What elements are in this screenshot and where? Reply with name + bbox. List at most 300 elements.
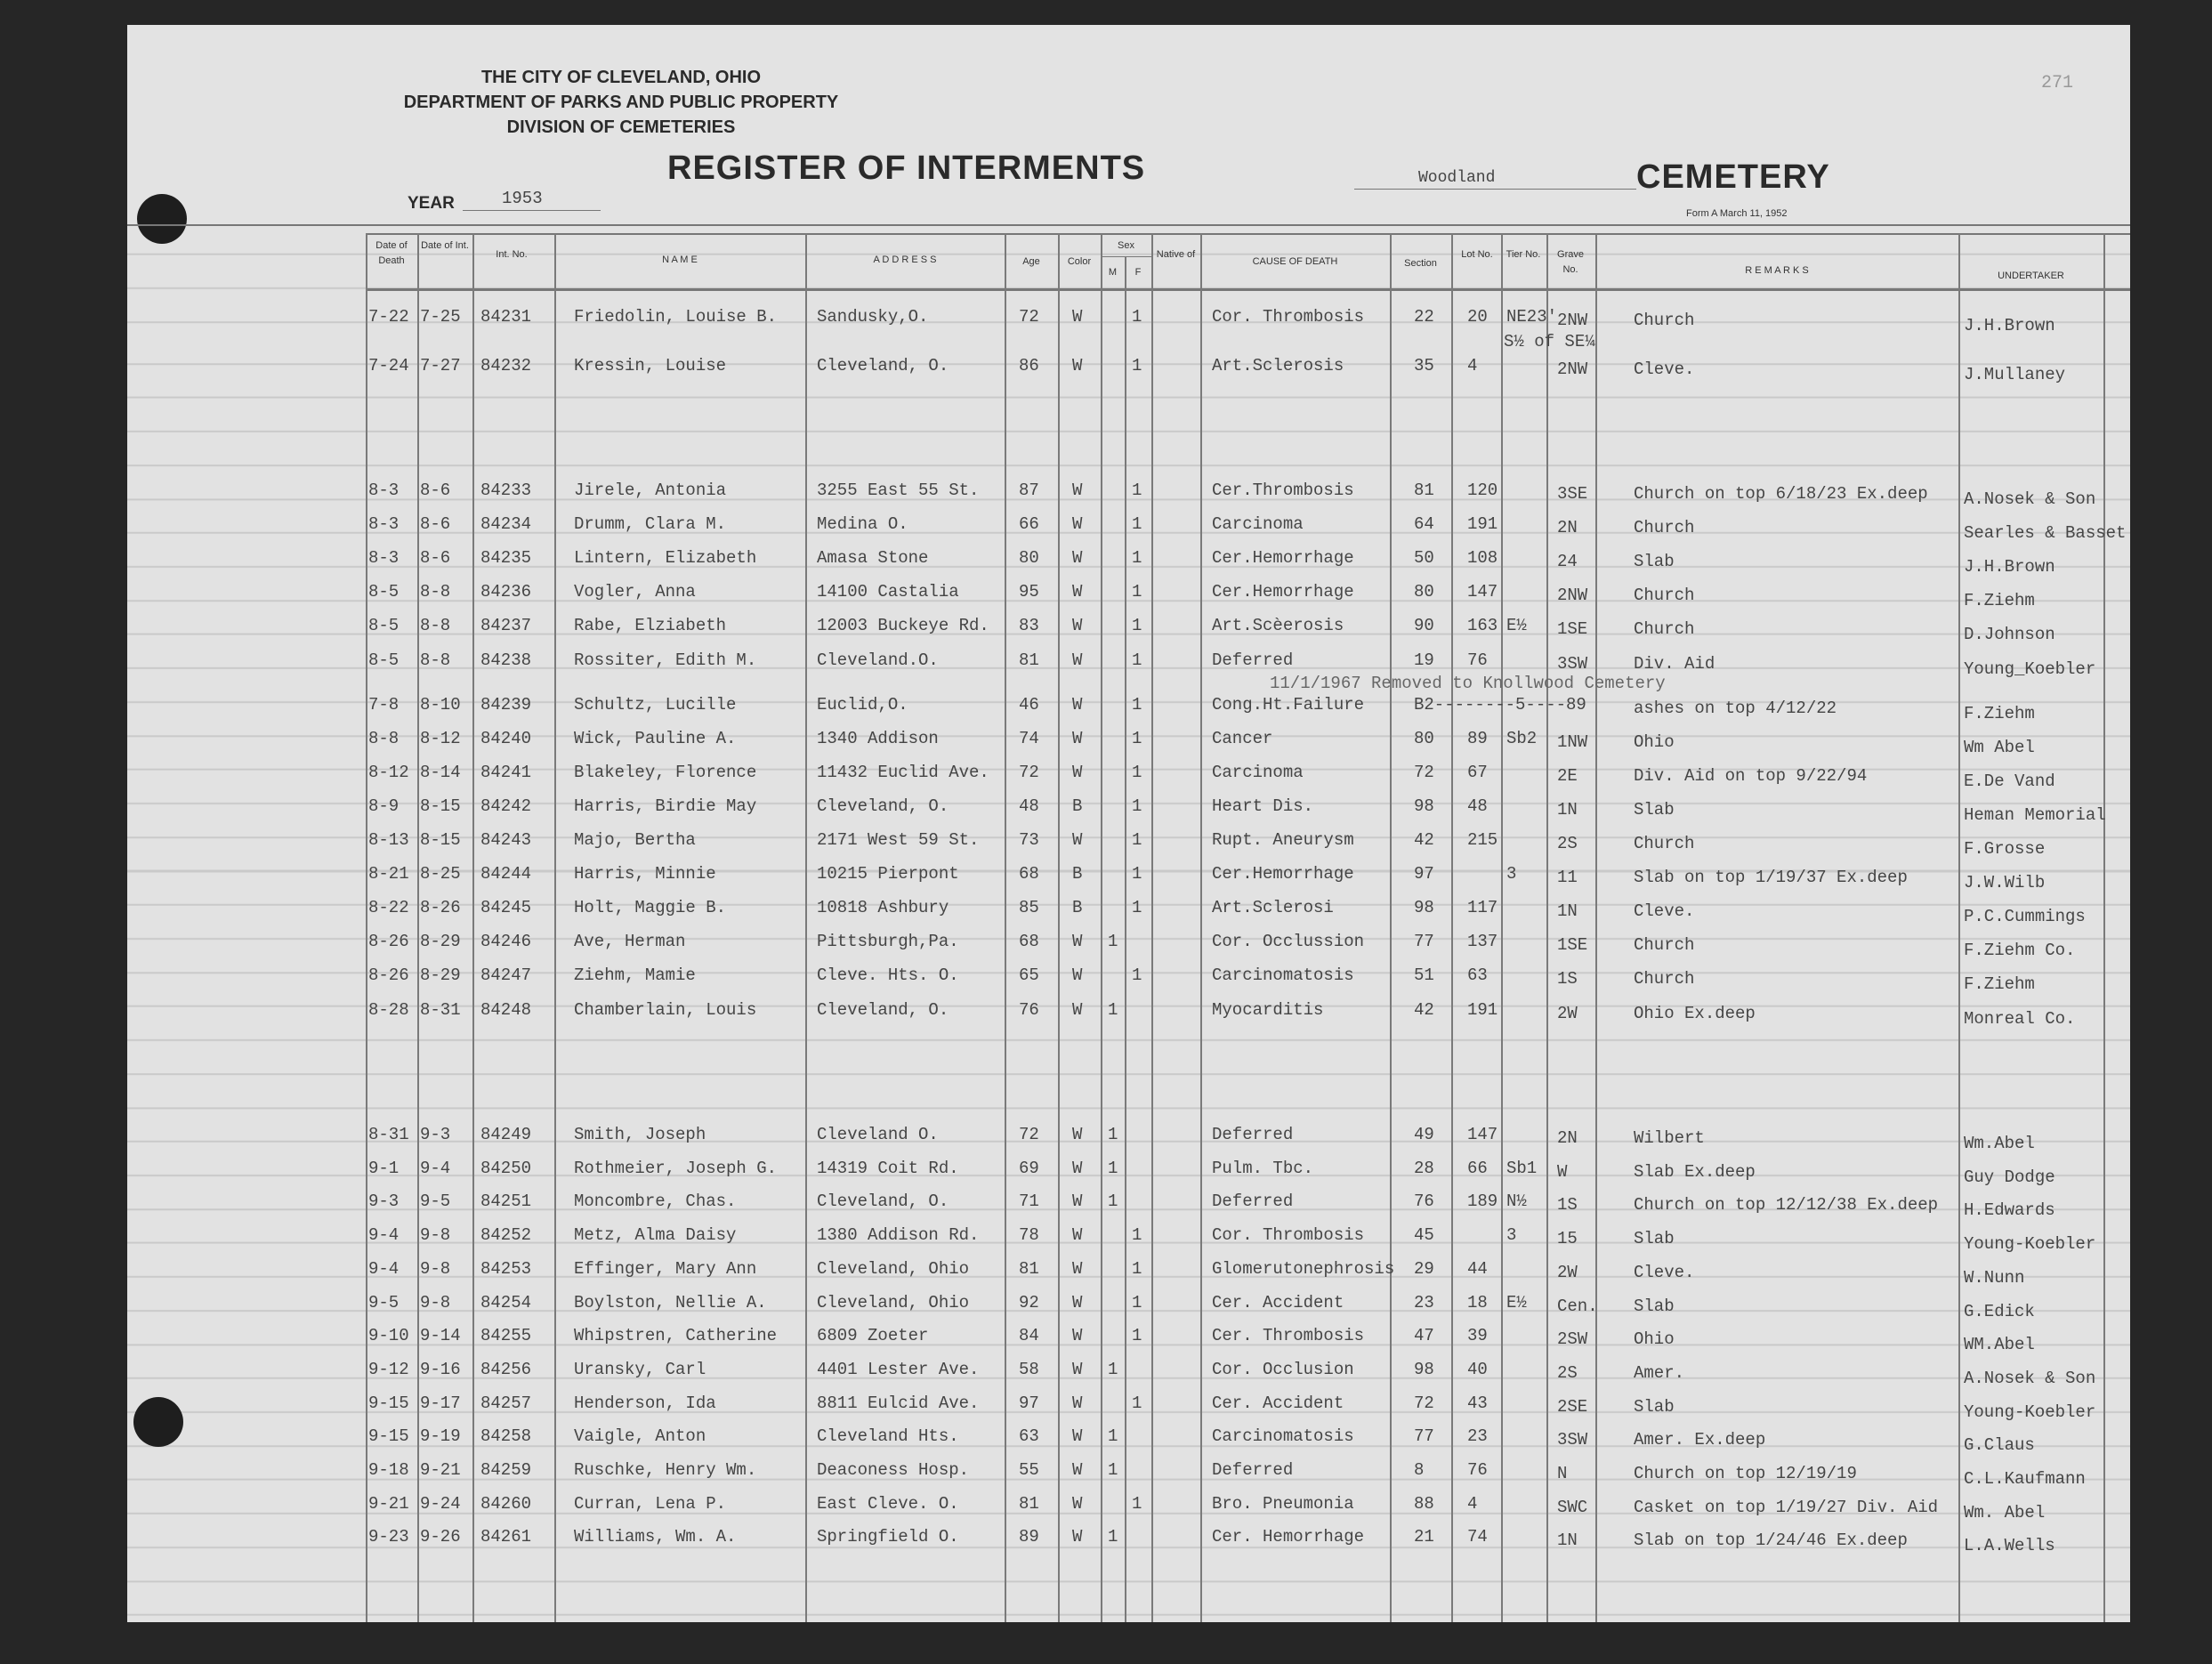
cell-grave: 15 (1557, 1229, 1578, 1249)
cell-lot: 76 (1467, 1460, 1488, 1480)
cell-remarks: Church (1634, 586, 1695, 606)
cell-tier: N½ (1506, 1191, 1527, 1212)
cell-grave: 1S (1557, 1195, 1578, 1216)
cell-lot: 189 (1467, 1191, 1498, 1212)
cell-color: W (1072, 1393, 1083, 1413)
cell-color: W (1072, 728, 1083, 748)
cell-name: Rossiter, Edith M. (574, 650, 757, 670)
cell-section: 97 (1414, 864, 1434, 885)
cell-cause: Art.Sclerosi (1212, 898, 1334, 918)
cell-cause: Cor. Thrombosis (1212, 1225, 1365, 1246)
cell-age: 84 (1019, 1326, 1039, 1346)
cell-sex-f: 1 (1132, 694, 1142, 715)
cell-remarks: Church (1634, 834, 1695, 853)
cell-name: Wick, Pauline A. (574, 728, 737, 748)
cell-age: 81 (1019, 1493, 1039, 1514)
cell-sex-f: 1 (1132, 1292, 1142, 1313)
cell-age: 73 (1019, 830, 1039, 850)
cell-int-no: 84244 (480, 864, 532, 885)
cell-date-of-int: 9-4 (420, 1158, 451, 1178)
cell-sex-m: 1 (1108, 1191, 1118, 1212)
cell-int-no: 84245 (480, 898, 532, 918)
cell-cause: Cong.Ht.Failure (1212, 694, 1365, 715)
cell-remarks: Church on top 6/18/23 Ex.deep (1634, 484, 1928, 504)
cell-name: Vogler, Anna (574, 582, 696, 602)
cell-undertaker: Young_Koebler (1964, 658, 2096, 679)
cell-address: 10818 Ashbury (817, 898, 949, 918)
cell-address: Cleveland, O. (817, 796, 949, 816)
cell-sex-f: 1 (1132, 548, 1142, 569)
cell-section: 42 (1414, 999, 1434, 1020)
cell-sex-m: 1 (1108, 999, 1118, 1020)
cell-undertaker: G.Edick (1964, 1301, 2035, 1321)
cell-lot: 215 (1467, 830, 1498, 850)
cell-date-of-death: 8-5 (368, 650, 400, 670)
cell-date-of-int: 9-24 (420, 1493, 461, 1514)
cell-grave: 2NW (1557, 586, 1588, 606)
cell-date-of-int: 8-25 (420, 864, 461, 885)
cell-date-of-int: 7-25 (420, 307, 461, 327)
cell-address: Cleveland, Ohio (817, 1292, 970, 1313)
cell-color: W (1072, 1225, 1083, 1246)
cell-date-of-int: 9-8 (420, 1225, 451, 1246)
cell-remarks: Casket on top 1/19/27 Div. Aid (1634, 1497, 1939, 1517)
cell-date-of-death: 7-22 (368, 307, 409, 327)
cell-color: W (1072, 1258, 1083, 1279)
cell-color: W (1072, 932, 1083, 952)
cell-remarks: Ohio Ex.deep (1634, 1003, 1756, 1023)
cell-date-of-int: 7-27 (420, 356, 461, 376)
cell-lot: 137 (1467, 932, 1498, 952)
cell-grave: 11 (1557, 868, 1578, 888)
cell-int-no: 84256 (480, 1359, 532, 1379)
cell-sex-f: 1 (1132, 1393, 1142, 1413)
cell-color: W (1072, 1493, 1083, 1514)
cell-undertaker: A.Nosek & Son (1964, 489, 2096, 509)
cell-remarks: Church (1634, 619, 1695, 640)
cell-lot: 44 (1467, 1258, 1488, 1279)
cell-cause: Deferred (1212, 650, 1294, 670)
col-grave: Grave No. (1557, 249, 1584, 275)
cell-age: 97 (1019, 1393, 1039, 1413)
cell-date-of-death: 8-31 (368, 1125, 409, 1144)
cell-date-of-death: 9-4 (368, 1258, 400, 1279)
column-rule (1546, 233, 1548, 1622)
cell-grave: 1SE (1557, 619, 1588, 640)
column-rule (1125, 257, 1126, 1622)
col-native: Native of (1156, 249, 1196, 260)
cell-date-of-int: 8-6 (420, 514, 451, 535)
cell-address: Cleveland, O. (817, 356, 949, 376)
cell-cause: Cer.Thrombosis (1212, 481, 1354, 500)
cell-grave: 1S (1557, 969, 1578, 990)
cell-section: 23 (1414, 1292, 1434, 1313)
cell-lot: 89 (1467, 728, 1488, 748)
col-cause: CAUSE OF DEATH (1252, 256, 1338, 267)
cell-address: 10215 Pierpont (817, 864, 959, 885)
cell-grave: 3SW (1557, 1430, 1588, 1450)
cell-undertaker: Searles & Basset (1964, 523, 2127, 544)
cell-section: 72 (1414, 1393, 1434, 1413)
cell-undertaker: F.Ziehm (1964, 974, 2035, 995)
cell-cause: Carcinoma (1212, 514, 1304, 535)
cell-date-of-death: 8-21 (368, 864, 409, 885)
cell-section: 42 (1414, 830, 1434, 850)
cell-date-of-int: 9-21 (420, 1460, 461, 1480)
cell-lot: 18 (1467, 1292, 1488, 1313)
cell-date-of-int: 8-14 (420, 762, 461, 782)
col-date-int: Date of Int. (421, 240, 469, 251)
cell-remarks: Ohio (1634, 1329, 1675, 1350)
cell-sex-m: 1 (1108, 932, 1118, 952)
register-title: REGISTER OF INTERMENTS (667, 149, 1146, 187)
cell-section: 81 (1414, 481, 1434, 500)
header-divider (127, 224, 2130, 226)
cell-sex-f: 1 (1132, 307, 1142, 327)
cell-lot: 191 (1467, 514, 1498, 535)
cell-date-of-int: 8-15 (420, 796, 461, 816)
cell-color: W (1072, 616, 1083, 636)
cell-int-no: 84237 (480, 616, 532, 636)
cell-address: East Cleve. O. (817, 1493, 959, 1514)
cell-lot: 40 (1467, 1359, 1488, 1379)
cell-remarks: Div. Aid on top 9/22/94 (1634, 765, 1868, 786)
cell-address: 4401 Lester Ave. (817, 1359, 980, 1379)
cell-lot: 120 (1467, 481, 1498, 500)
cell-date-of-death: 8-8 (368, 728, 400, 748)
cell-undertaker: G.Claus (1964, 1435, 2035, 1456)
cell-date-of-death: 9-10 (368, 1326, 409, 1346)
column-rule (1200, 233, 1202, 1622)
cell-age: 65 (1019, 965, 1039, 986)
cell-undertaker: Young-Koebler (1964, 1401, 2096, 1422)
cell-color: B (1072, 864, 1083, 885)
cell-sex-f: 1 (1132, 1258, 1142, 1279)
cell-grave: 3SW (1557, 653, 1588, 674)
cell-date-of-int: 8-29 (420, 932, 461, 952)
cell-name: Curran, Lena P. (574, 1493, 727, 1514)
cell-undertaker: P.C.Cummings (1964, 907, 2086, 927)
cell-int-no: 84250 (480, 1158, 532, 1178)
page-number: 271 (2041, 73, 2074, 93)
cell-section: 88 (1414, 1493, 1434, 1514)
col-date-death: Date of Death (375, 240, 408, 266)
cell-section: 28 (1414, 1158, 1434, 1178)
cell-cause: Cer. Accident (1212, 1292, 1344, 1313)
cell-lot: 117 (1467, 898, 1498, 918)
cell-int-no: 84231 (480, 307, 532, 327)
cell-section: 21 (1414, 1527, 1434, 1547)
cell-name: Kressin, Louise (574, 356, 727, 376)
column-rule (554, 233, 556, 1622)
form-info: Form A March 11, 1952 (1686, 208, 1788, 219)
cell-date-of-death: 9-18 (368, 1460, 409, 1480)
cell-int-no: 84235 (480, 548, 532, 569)
cell-date-of-death: 9-21 (368, 1493, 409, 1514)
cell-section: 45 (1414, 1225, 1434, 1246)
cell-int-no: 84253 (480, 1258, 532, 1279)
cell-undertaker: F.Grosse (1964, 839, 2046, 859)
cell-int-no: 84236 (480, 582, 532, 602)
cell-sex-m: 1 (1108, 1125, 1118, 1144)
cell-color: W (1072, 1460, 1083, 1480)
cell-age: 72 (1019, 762, 1039, 782)
cell-section: 51 (1414, 965, 1434, 986)
cell-remarks: Div. Aid (1634, 653, 1716, 674)
cell-lot: 63 (1467, 965, 1488, 986)
cell-section: 29 (1414, 1258, 1434, 1279)
cell-lot: 108 (1467, 548, 1498, 569)
cell-int-no: 84251 (480, 1191, 532, 1212)
cell-section: 77 (1414, 932, 1434, 952)
cell-lot: 163 (1467, 616, 1498, 636)
cell-grave: 24 (1557, 552, 1578, 572)
cell-age: 58 (1019, 1359, 1039, 1379)
cell-name: Jirele, Antonia (574, 481, 727, 500)
cell-lot: 20 (1467, 307, 1488, 327)
cell-undertaker: C.L.Kaufmann (1964, 1469, 2086, 1489)
cell-name: Metz, Alma Daisy (574, 1225, 737, 1246)
col-undertaker: UNDERTAKER (1998, 271, 2064, 281)
cell-int-no: 84255 (480, 1326, 532, 1346)
cell-address: Cleveland.O. (817, 650, 939, 670)
cell-sex-f: 1 (1132, 728, 1142, 748)
cell-age: 85 (1019, 898, 1039, 918)
column-rule (1451, 233, 1453, 1622)
cell-date-of-int: 8-29 (420, 965, 461, 986)
cell-lot: 67 (1467, 762, 1488, 782)
cell-date-of-death: 9-12 (368, 1359, 409, 1379)
cell-int-no: 84243 (480, 830, 532, 850)
cell-remarks: Amer. (1634, 1362, 1685, 1383)
cell-date-of-death: 7-24 (368, 356, 409, 376)
cell-date-of-int: 8-6 (420, 481, 451, 500)
cell-age: 89 (1019, 1527, 1039, 1547)
cell-remarks: Slab Ex.deep (1634, 1161, 1756, 1182)
cell-int-no: 84258 (480, 1426, 532, 1447)
cell-address: 14100 Castalia (817, 582, 959, 602)
cell-lot: 66 (1467, 1158, 1488, 1178)
cell-undertaker: A.Nosek & Son (1964, 1368, 2096, 1388)
cell-date-of-death: 8-26 (368, 932, 409, 952)
cell-address: Cleveland, O. (817, 1191, 949, 1212)
cell-tier: NE23' (1506, 307, 1558, 327)
cell-address: Medina O. (817, 514, 908, 535)
cell-cause: Cer.Hemorrhage (1212, 548, 1354, 569)
cell-date-of-death: 9-3 (368, 1191, 400, 1212)
cell-color: B (1072, 898, 1083, 918)
cell-date-of-death: 9-5 (368, 1292, 400, 1313)
cell-name: Effinger, Mary Ann (574, 1258, 757, 1279)
cell-address: 2171 West 59 St. (817, 830, 980, 850)
cell-remarks: Slab (1634, 1229, 1675, 1249)
cell-name: Ave, Herman (574, 932, 686, 952)
cell-date-of-death: 9-1 (368, 1158, 400, 1178)
cell-sex-f: 1 (1132, 864, 1142, 885)
cell-address: 6809 Zoeter (817, 1326, 929, 1346)
cell-cause: Cer.Hemorrhage (1212, 582, 1354, 602)
cell-address: Cleveland O. (817, 1125, 939, 1144)
cell-int-no: 84239 (480, 694, 532, 715)
column-rule (2103, 233, 2105, 1622)
cell-date-of-death: 9-4 (368, 1225, 400, 1246)
cell-date-of-int: 8-10 (420, 694, 461, 715)
cell-grave: 2SE (1557, 1396, 1588, 1417)
cell-name: Moncombre, Chas. (574, 1191, 737, 1212)
cell-undertaker: Monreal Co. (1964, 1008, 2076, 1029)
cell-name: Lintern, Elizabeth (574, 548, 757, 569)
col-remarks: R E M A R K S (1745, 265, 1809, 276)
cell-undertaker: J.W.Wilb (1964, 873, 2046, 893)
cell-undertaker: F.Ziehm (1964, 591, 2035, 611)
cell-remarks: Wilbert (1634, 1128, 1705, 1148)
cell-grave: 2SW (1557, 1329, 1588, 1350)
cell-sex-f: 1 (1132, 481, 1142, 500)
cell-lot: 23 (1467, 1426, 1488, 1447)
cell-address: Sandusky,O. (817, 307, 929, 327)
cell-cause: Carcinomatosis (1212, 965, 1354, 986)
cell-undertaker: W.Nunn (1964, 1267, 2025, 1288)
cell-grave: 2N (1557, 1128, 1578, 1148)
cell-sex-f: 1 (1132, 650, 1142, 670)
cell-age: 72 (1019, 307, 1039, 327)
cell-name: Ruschke, Henry Wm. (574, 1460, 757, 1480)
department-title: DEPARTMENT OF PARKS AND PUBLIC PROPERTY (403, 93, 839, 112)
cell-date-of-int: 9-14 (420, 1326, 461, 1346)
cell-undertaker: Wm.Abel (1964, 1134, 2035, 1153)
cell-address: 1380 Addison Rd. (817, 1225, 980, 1246)
punch-hole (133, 1397, 183, 1447)
tier-note: S½ of SE¼ (1504, 332, 1595, 351)
cell-color: W (1072, 965, 1083, 986)
cell-age: 66 (1019, 514, 1039, 535)
cell-address: 14319 Coit Rd. (817, 1158, 959, 1178)
cell-remarks: Church (1634, 969, 1695, 990)
cell-name: Ziehm, Mamie (574, 965, 696, 986)
cell-age: 69 (1019, 1158, 1039, 1178)
cell-name: Chamberlain, Louis (574, 999, 757, 1020)
cell-undertaker: F.Ziehm Co. (1964, 941, 2076, 961)
cell-grave: N (1557, 1464, 1568, 1483)
cell-date-of-int: 9-19 (420, 1426, 461, 1447)
cell-lot: 147 (1467, 1125, 1498, 1144)
cell-color: W (1072, 1158, 1083, 1178)
cell-address: 1340 Addison (817, 728, 939, 748)
cell-grave: SWC (1557, 1497, 1588, 1517)
col-sex-f: F (1134, 267, 1142, 278)
cell-remarks: Slab on top 1/19/37 Ex.deep (1634, 868, 1908, 888)
cell-date-of-int: 9-3 (420, 1125, 451, 1144)
cell-section: 80 (1414, 582, 1434, 602)
col-name: N A M E (662, 254, 698, 265)
cell-date-of-int: 9-26 (420, 1527, 461, 1547)
cell-address: Cleve. Hts. O. (817, 965, 959, 986)
cell-remarks: Church (1634, 935, 1695, 956)
col-sex-m: M (1108, 267, 1118, 278)
removal-note: 11/1/1967 Removed to Knollwood Cemetery (1270, 674, 1666, 693)
cell-name: Drumm, Clara M. (574, 514, 727, 535)
cell-sex-m: 1 (1108, 1460, 1118, 1480)
cell-address: 12003 Buckeye Rd. (817, 616, 989, 636)
cell-name: Holt, Maggie B. (574, 898, 727, 918)
cell-grave: 2NW (1557, 359, 1588, 379)
cell-lot: 48 (1467, 796, 1488, 816)
table-header-bottom-line (366, 288, 2130, 291)
cell-color: W (1072, 514, 1083, 535)
cell-address: Cleveland, O. (817, 999, 949, 1020)
column-rule (805, 233, 807, 1622)
cemetery-name: Woodland (1418, 169, 1496, 187)
cell-section: 49 (1414, 1125, 1434, 1144)
cell-undertaker: Heman Memorial (1964, 804, 2106, 825)
cell-color: W (1072, 999, 1083, 1020)
column-rule (1058, 233, 1060, 1622)
cell-sex-m: 1 (1108, 1158, 1118, 1178)
cell-color: W (1072, 762, 1083, 782)
cell-color: W (1072, 1292, 1083, 1313)
cell-color: W (1072, 1359, 1083, 1379)
cell-date-of-int: 8-6 (420, 548, 451, 569)
cell-grave: 2W (1557, 1003, 1578, 1023)
cell-grave: 1N (1557, 799, 1578, 820)
cell-date-of-death: 8-3 (368, 548, 400, 569)
cell-section: 64 (1414, 514, 1434, 535)
cell-date-of-death: 9-15 (368, 1393, 409, 1413)
cell-lot: 74 (1467, 1527, 1488, 1547)
cell-sex-m: 1 (1108, 1426, 1118, 1447)
cell-age: 76 (1019, 999, 1039, 1020)
cell-int-no: 84240 (480, 728, 532, 748)
cell-color: W (1072, 650, 1083, 670)
cell-cause: Heart Dis. (1212, 796, 1314, 816)
cell-color: W (1072, 481, 1083, 500)
column-rule (1151, 233, 1153, 1622)
cell-grave: 2NW (1557, 311, 1588, 330)
cell-color: W (1072, 1191, 1083, 1212)
cell-sex-f: 1 (1132, 616, 1142, 636)
cell-cause: Cancer (1212, 728, 1273, 748)
cell-color: W (1072, 548, 1083, 569)
cell-tier: Sb2 (1506, 728, 1538, 748)
cell-cause: Deferred (1212, 1125, 1294, 1144)
cell-age: 80 (1019, 548, 1039, 569)
cell-name: Harris, Birdie May (574, 796, 757, 816)
cell-remarks: Slab (1634, 552, 1675, 572)
cell-age: 68 (1019, 864, 1039, 885)
cell-name: Blakeley, Florence (574, 762, 757, 782)
cell-name: Boylston, Nellie A. (574, 1292, 767, 1313)
cell-lot: 4 (1467, 1493, 1478, 1514)
column-rule (1595, 233, 1597, 1622)
cell-sex-f: 1 (1132, 1225, 1142, 1246)
year-label: YEAR (408, 194, 455, 213)
cell-section: 98 (1414, 796, 1434, 816)
cell-tier: Sb1 (1506, 1158, 1538, 1178)
cell-cause: Cor. Thrombosis (1212, 307, 1365, 327)
cell-date-of-int: 9-8 (420, 1292, 451, 1313)
cell-name: Rothmeier, Joseph G. (574, 1158, 778, 1178)
cell-date-of-int: 8-15 (420, 830, 461, 850)
cell-cause: Myocarditis (1212, 999, 1324, 1020)
cell-date-of-int: 8-8 (420, 582, 451, 602)
column-rule (1390, 233, 1392, 1622)
cell-cause: Cor. Occlussion (1212, 932, 1365, 952)
cell-remarks: Cleve. (1634, 359, 1695, 379)
punch-hole (137, 194, 187, 244)
cell-grave: Cen. (1557, 1296, 1598, 1316)
cell-color: W (1072, 356, 1083, 376)
cell-color: W (1072, 1326, 1083, 1346)
